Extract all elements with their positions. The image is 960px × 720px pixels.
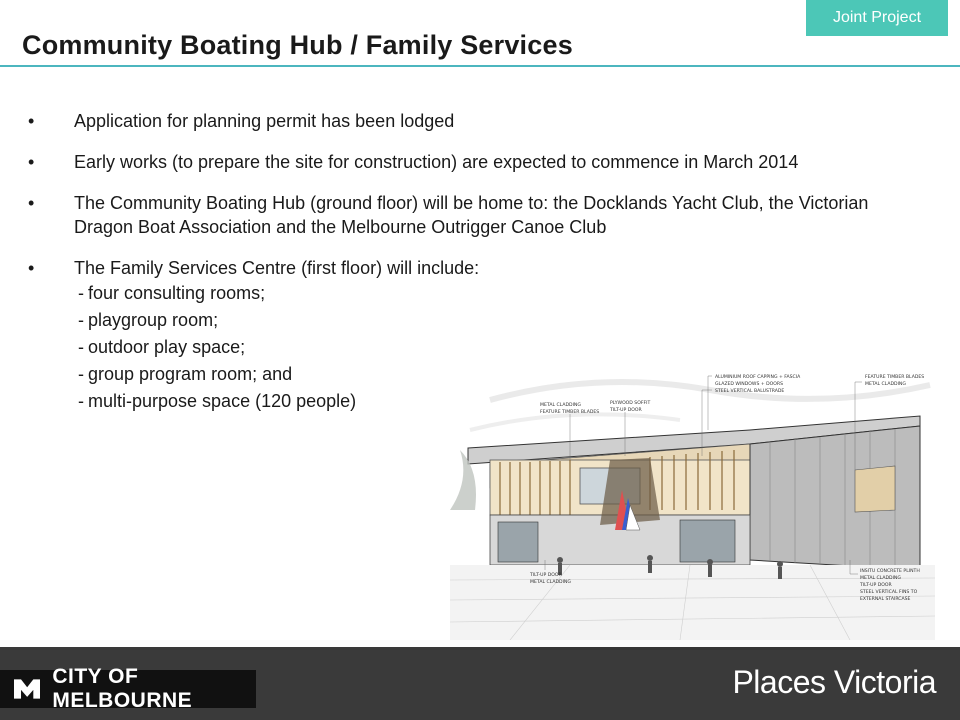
sketch-label: METAL CLADDING — [865, 382, 906, 387]
page-title: Community Boating Hub / Family Services — [22, 30, 573, 60]
dash-icon: - — [78, 310, 84, 330]
sub-item — [74, 307, 913, 334]
sketch-label: ALUMINIUM ROOF CAPPING + FASCIA — [715, 375, 801, 380]
sub-item-text: outdoor play space; — [88, 337, 246, 357]
sketch-label: GLAZED WINDOWS + DOORS — [715, 382, 784, 387]
sub-item — [74, 334, 913, 361]
bullet-icon: • — [28, 258, 35, 278]
sub-item-text: playgroup room; — [88, 310, 219, 330]
sketch-label: PLYWOOD SOFFIT — [610, 401, 651, 406]
sketch-label: FEATURE TIMBER BLADES — [865, 375, 925, 380]
bullet-text: The Community Boating Hub (ground floor) will be home to: the Docklands Yacht Club, the Victorian Dragon Boat Association and the Melbourne Outrigger Canoe Club — [74, 193, 869, 237]
sketch-label: STEEL VERTICAL BALUSTRADE — [715, 389, 785, 394]
city-of-melbourne-m-icon — [14, 678, 40, 700]
building-sketch-image — [450, 360, 935, 640]
dash-icon: - — [78, 283, 84, 303]
right-wing — [750, 426, 920, 570]
sketch-label: TILT-UP DOOR — [530, 573, 562, 578]
sketch-label: METAL CLADDING — [540, 403, 581, 408]
sub-item-text: group program room; and — [88, 364, 293, 384]
bullet-text: The Family Services Centre (first floor) will include: — [74, 258, 480, 278]
sketch-label: TILT-UP DOOR — [610, 408, 642, 413]
bullet-icon: • — [28, 193, 35, 213]
bullet-item — [28, 109, 913, 133]
sketch-label: INSITU CONCRETE PLINTH — [860, 569, 920, 574]
dash-icon: - — [78, 364, 84, 384]
places-victoria-logo: Places Victoria — [732, 664, 936, 700]
bullet-icon: • — [28, 152, 35, 172]
title-divider — [0, 65, 960, 67]
bullet-text: Early works (to prepare the site for construction) are expected to commence in March 2014 — [74, 152, 799, 172]
sketch-label: STEEL VERTICAL FINS TO — [860, 590, 918, 595]
sub-item-text: four consulting rooms; — [88, 283, 266, 303]
bullet-item — [28, 150, 913, 174]
city-of-melbourne-logo — [0, 665, 256, 712]
bullet-icon: • — [28, 111, 35, 131]
city-of-melbourne-text: CITY OF MELBOURNE — [52, 665, 193, 712]
bullet-item — [28, 191, 913, 239]
dash-icon: - — [78, 337, 84, 357]
sketch-label: METAL CLADDING — [860, 576, 901, 581]
dash-icon: - — [78, 391, 84, 411]
sketch-label: TILT-UP DOOR — [860, 583, 892, 588]
sketch-label: EXTERNAL STAIRCASE — [860, 597, 911, 602]
sub-item-text: multi-purpose space (120 people) — [88, 391, 357, 411]
sub-item — [74, 280, 913, 307]
joint-project-badge: Joint Project — [806, 0, 948, 36]
sketch-label: METAL CLADDING — [530, 580, 571, 585]
bullet-text: Application for planning permit has been lodged — [74, 111, 455, 131]
sketch-label: FEATURE TIMBER BLADES — [540, 410, 600, 415]
